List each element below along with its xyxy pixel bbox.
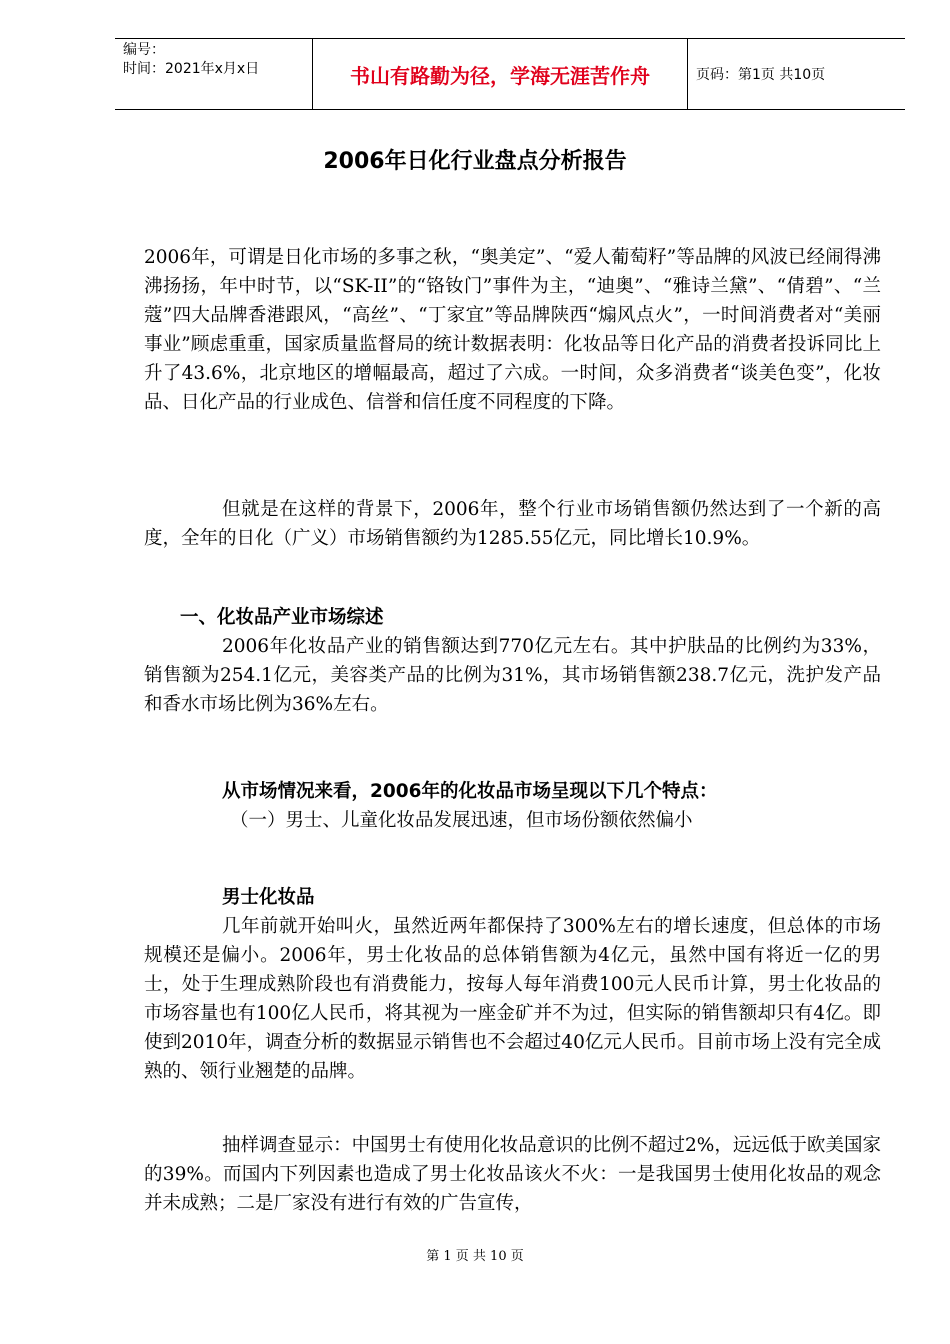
paragraph-intro: 2006年，可谓是日化市场的多事之秋，“奥美定”、“爱人葡萄籽”等品牌的风波已经闹得沸沸扬扬，年中时节，以“SK-II”的“铬钕门”事件为主，“迪奥”、“雅诗兰黛”、“倩碧”、“兰蔻”四大品牌香港跟风，“高丝”、“丁家宜”等品牌陕西“煽风点火”，一时间消费者对“美丽事业”顾虑重重，国家质量监督局的统计数据表明：化妆品等日化产品的消费者投诉同比上升了43.6%，北京地区的增幅最高，超过了六成。一时间，众多消费者“谈美色变”，化妆品、日化产品的行业成色、信誉和信任度不同程度的下降。 [144,247,881,413]
page-footer: 第 1 页 共 10 页 [426,1249,524,1264]
page-cell [688,39,905,109]
document-title: 2006年日化行业盘点分析报告 [323,149,627,174]
paragraph-market-overview: 2006年化妆品产业的销售额达到770亿元左右。其中护肤品的比例约为33%，销售额为254.1亿元，美容类产品的比例为31%，其市场销售额238.7亿元，洗护发产品和香水市场比例为36%左右。 [144,636,881,715]
motto-text: 书山有路勤为径，学海无涯苦作舟 [350,63,650,88]
number-label: 编号： [123,42,165,58]
section-heading-1: 一、化妆品产业市场综述 [180,607,384,628]
page-label: 页码：第1页 共10页 [696,67,826,83]
paragraph-background: 但就是在这样的背景下，2006年，整个行业市场销售额仍然达到了一个新的高度，全年的日化（广义）市场销售额约为1285.55亿元，同比增长10.9%。 [144,499,881,549]
paragraph-survey: 抽样调查显示：中国男士有使用化妆品意识的比例不超过2%，远远低于欧美国家的39%。而国内下列因素也造成了男士化妆品该火不火：一是我国男士使用化妆品的观念并未成熟；二是厂家没有进行有效的广告宣传， [144,1135,881,1214]
header-meta-cell [115,39,313,109]
paragraph-men-cosmetics: 几年前就开始叫火，虽然近两年都保持了300%左右的增长速度，但总体的市场规模还是偏小。2006年，男士化妆品的总体销售额为4亿元，虽然中国有将近一亿的男士，处于生理成熟阶段也有消费能力，按每人每年消费100元人民币计算，男士化妆品的市场容量也有100亿人民币，将其视为一座金矿并不为过，但实际的销售额却只有4亿。即使到2010年，调查分析的数据显示销售也不会超过40亿元人民币。目前市场上没有完全成熟的、领行业翘楚的品牌。 [144,916,881,1082]
men-cosmetics-heading: 男士化妆品 [222,887,315,908]
feature-1: （一）男士、儿童化妆品发展迅速，但市场份额依然偏小 [230,810,693,831]
features-heading: 从市场情况来看，2006年的化妆品市场呈现以下几个特点： [222,781,718,802]
time-label: 时间：2021年x月x日 [123,61,260,77]
motto-cell [313,39,688,109]
document-header [115,38,905,110]
